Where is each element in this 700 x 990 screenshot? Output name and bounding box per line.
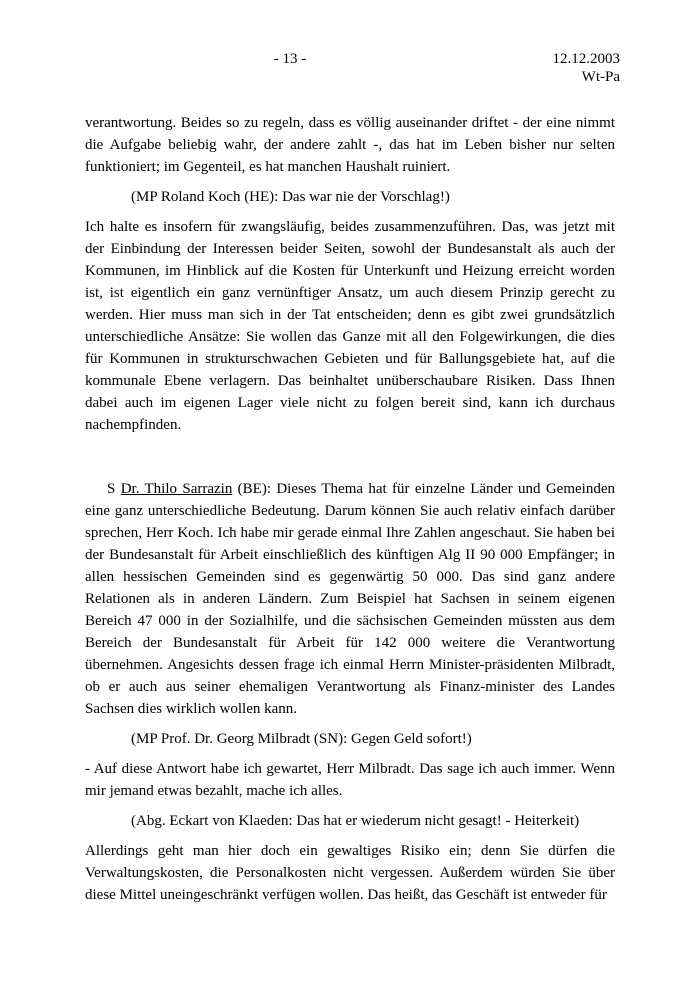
paragraph-sarrazin	[85, 478, 615, 720]
header-code: Wt-Pa	[581, 69, 620, 85]
speaker-prefix: S	[107, 481, 121, 497]
header-date: 12.12.2003	[552, 51, 620, 67]
paragraph-2: Ich halte es insofern für zwangsläufig, beides zusammenzuführen. Das, was jetzt mit der Einbindung der Interessen beider Seiten, sowohl der Bundesanstalt als auch der Kommunen, im Hinblick auf die Kosten für Unterkunft und Heizung erreicht worden ist, ist eigentlich ein ganz vernünftiger Ansatz, um auch diesem Prinzip gerecht zu werden. Hier muss man sich in der Tat entscheiden; denn es gibt zwei grundsätzlich unterschiedliche Ansätze: Sie wollen das Ganze mit all den Folgewirkungen, die dies für Kommunen in strukturschwachen Gebieten und für Ballungsgebiete hat, auf die kommunale Ebene verlagern. Das beinhaltet unüberschaubare Risiken. Dass Ihnen dabei auch im eigenen Lager viele nicht zu folgen bereit sind, kann ich durchaus nachempfinden.	[85, 219, 615, 433]
section-gap	[85, 436, 615, 478]
document-body	[85, 112, 615, 906]
interjection-milbradt: (MP Prof. Dr. Georg Milbradt (SN): Gegen Geld sofort!)	[131, 731, 472, 747]
paragraph-1: verantwortung. Beides so zu regeln, dass es völlig auseinander driftet - der eine nimmt die Aufgabe beliebig wahr, der andere zahlt -, das hat im Leben bisher nur selten funktioniert; im Gegenteil, es hat manchen Haushalt ruiniert.	[85, 115, 615, 175]
page-number: - 13 -	[273, 51, 307, 67]
paragraph-4: - Auf diese Antwort habe ich gewartet, Herr Milbradt. Das sage ich auch immer. Wenn mir jemand etwas bezahlt, mache ich alles.	[85, 761, 615, 799]
header-meta	[553, 50, 621, 86]
interjection-klaeden: (Abg. Eckart von Klaeden: Das hat er wiederum nicht gesagt! - Heiterkeit)	[131, 813, 580, 829]
speaker-text: (BE): Dieses Thema hat für einzelne Länder und Gemeinden eine ganz unterschiedliche Bedeutung. Darum können Sie auch relativ einfach darüber sprechen, Herr Koch. Ich habe mir gerade einmal Ihre Zahlen angeschaut. Sie haben bei der Bundesanstalt für Arbeit einschließlich des künftigen Alg II 90 000 Empfänger; in allen hessischen Gemeinden sind es gegenwärtig 50 000. Das sind ganz andere Relationen als in anderen Ländern. Zum Beispiel hat Sachsen in seinem eigenen Bereich 47 000 in der Sozialhilfe, und die sächsischen Gemeinden müssten aus dem Bereich der Bundesanstalt für Arbeit für 142 000 weitere die Verantwortung übernehmen. Angesichts dessen frage ich einmal Herrn Minister-präsidenten Milbradt, ob er auch aus seiner ehemaligen Verantwortung als Finanz-minister des Landes Sachsen dies wirklich wollen kann.	[85, 481, 615, 717]
paragraph-5: Allerdings geht man hier doch ein gewaltiges Risiko ein; denn Sie dürfen die Verwaltungskosten, die Personalkosten nicht vergessen. Außerdem würden Sie über diese Mittel uneingeschränkt verfügen wollen. Das heißt, das Geschäft ist entweder für	[85, 843, 615, 903]
speaker-name: Dr. Thilo Sarrazin	[120, 481, 233, 497]
interjection-koch: (MP Roland Koch (HE): Das war nie der Vorschlag!)	[131, 189, 450, 205]
